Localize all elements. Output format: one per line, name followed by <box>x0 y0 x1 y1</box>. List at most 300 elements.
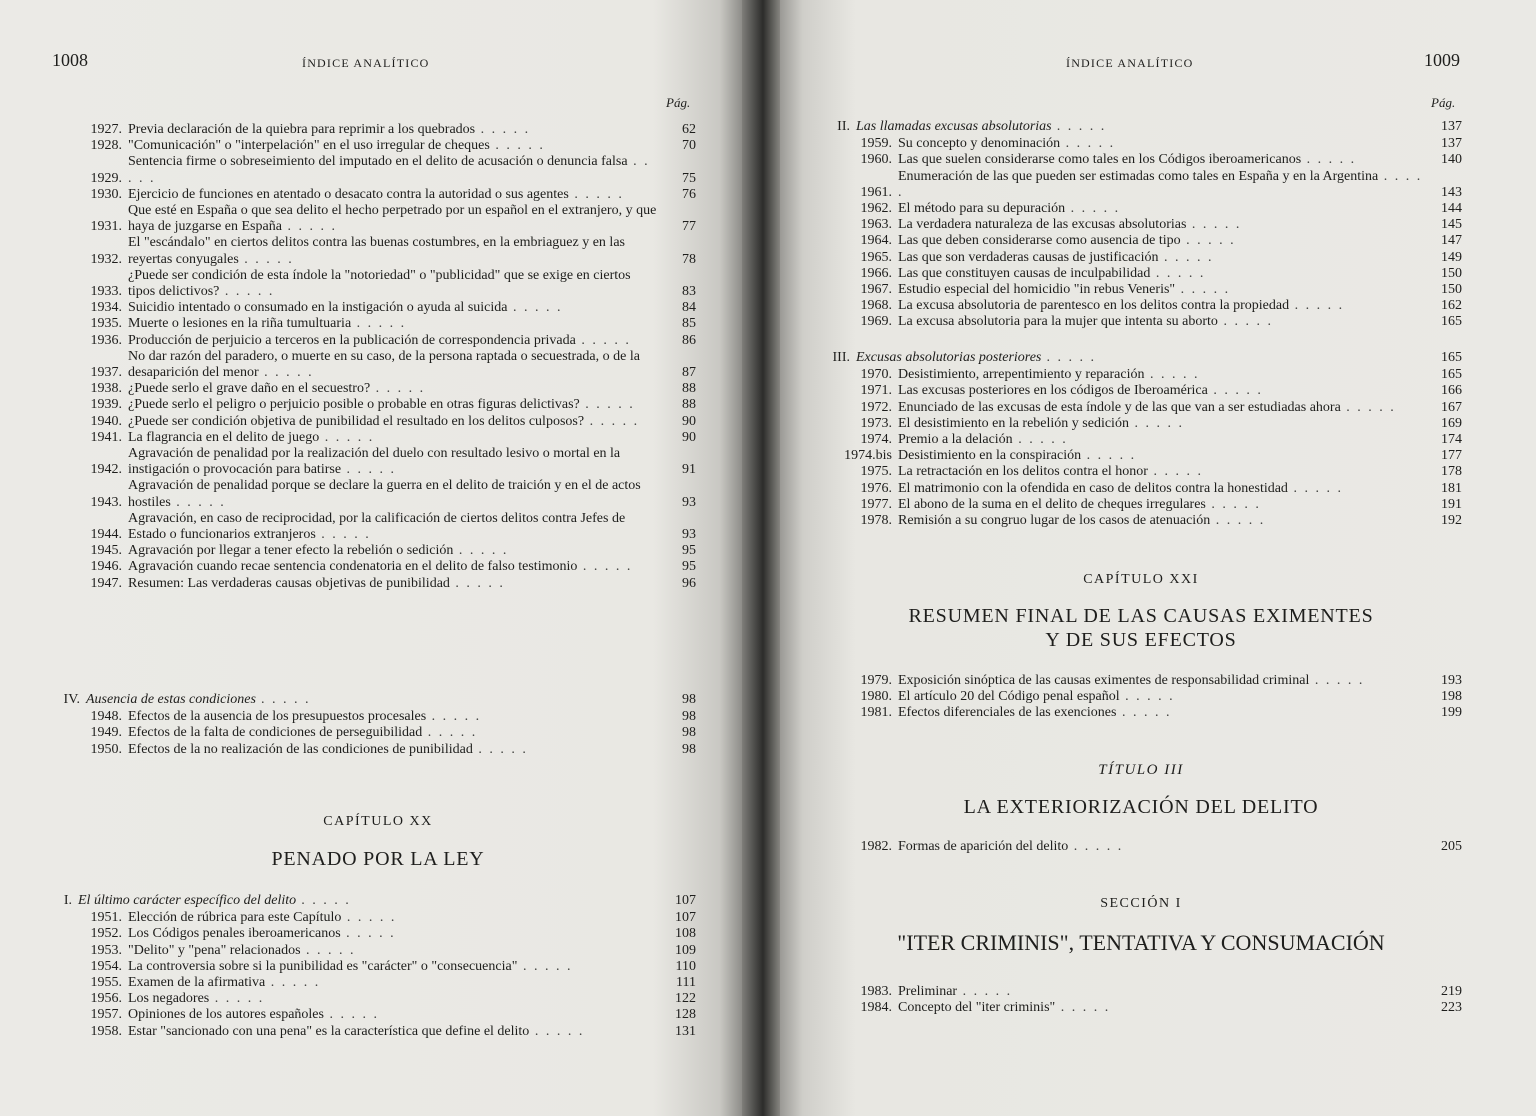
entry-page-number: 86 <box>682 332 696 348</box>
toc-entry <box>60 268 696 300</box>
entry-page-number: 93 <box>682 494 696 510</box>
leader-dots: . . . . . <box>568 186 624 202</box>
entry-text <box>128 300 660 316</box>
entry-text-value: ¿Puede serlo el peligro o perjuicio posible o probable en otras figuras delictivas? <box>128 397 580 413</box>
entry-page-number: 78 <box>682 251 696 267</box>
leader-dots: . . . . . <box>489 138 545 154</box>
leader-dots: . . . . . <box>1309 673 1365 688</box>
entry-page-number: 169 <box>1441 415 1462 431</box>
toc-entry <box>50 1007 696 1023</box>
entry-page-number: 162 <box>1441 298 1462 314</box>
entry-text <box>128 397 660 413</box>
section-title-text: Excusas absolutorias posteriores <box>856 350 1042 365</box>
toc-entry <box>820 984 1462 1000</box>
entry-page-number: 191 <box>1441 496 1462 512</box>
toc-entry <box>50 910 696 926</box>
entry-text <box>898 705 1426 721</box>
entry-text <box>898 136 1426 152</box>
entry-number: 1935. <box>90 316 122 332</box>
entry-number: 1944. <box>90 527 122 543</box>
entry-number: 1979. <box>860 673 892 688</box>
toc-entry <box>820 416 1462 432</box>
entry-page-number: 96 <box>682 575 696 591</box>
entry-text-value: Las excusas posteriores en los códigos de Iberoamérica <box>898 383 1208 399</box>
toc-section-ii <box>820 119 1462 331</box>
toc-entry <box>60 203 696 235</box>
entry-text <box>898 282 1426 298</box>
seccion-title: "ITER CRIMINIS", TENTATIVA Y CONSUMACIÓN <box>897 930 1385 955</box>
entry-text-value: La controversia sobre si la punibilidad es "carácter" o "consecuencia" <box>128 958 518 974</box>
entry-number: 1980. <box>860 689 892 705</box>
entry-number: 1959. <box>860 136 892 152</box>
entry-page-number: 177 <box>1441 448 1462 464</box>
entry-number: 1951. <box>90 910 122 926</box>
entry-text-value: ¿Puede ser condición objetiva de punibilidad el resultado en los delitos culposos? <box>128 413 585 429</box>
entry-text-value: El matrimonio con la ofendida en caso de delitos contra la honestidad <box>898 480 1288 496</box>
toc-chapter-xxi <box>820 673 1462 722</box>
section-number: III. <box>832 350 850 365</box>
entry-text <box>898 169 1426 201</box>
entry-number: 1946. <box>90 559 122 575</box>
toc-entry <box>50 943 696 959</box>
leader-dots: . . . . . <box>315 527 371 543</box>
entry-text-value: El abono de la suma en el delito de cheques irregulares <box>898 496 1206 512</box>
entry-number: 1930. <box>90 186 122 202</box>
entry-number: 1984. <box>860 1000 892 1016</box>
entry-text <box>128 709 660 725</box>
entry-text <box>128 446 660 478</box>
toc-entry <box>60 559 696 575</box>
entry-text-value: Sentencia firme o sobreseimiento del imputado en el delito de acusación o denuncia falsa <box>128 154 628 170</box>
entry-page-number: 111 <box>676 975 696 991</box>
entry-page-number: 205 <box>1441 839 1462 854</box>
section-title-text: Las llamadas excusas absolutorias <box>856 119 1052 134</box>
toc-entry <box>820 233 1462 249</box>
entry-text-value: Estar "sancionado con una pena" es la característica que define el delito <box>128 1023 530 1039</box>
leader-dots: . . . . . <box>128 154 650 186</box>
section-heading <box>50 893 696 909</box>
entry-page-number: 109 <box>675 942 696 958</box>
entry-text-value: El "escándalo" en ciertos delitos contra las buenas costumbres, en la embriaguez y en las reyertas conyugales <box>128 235 625 267</box>
entry-text <box>898 233 1426 249</box>
entry-text-value: Muerte o lesiones en la riña tumultuaria <box>128 316 352 332</box>
entry-text <box>128 742 660 758</box>
section-title-text: Ausencia de estas condiciones <box>86 692 256 707</box>
toc-entry <box>60 381 696 397</box>
entry-text <box>898 1000 1426 1016</box>
section-heading <box>820 350 1462 366</box>
section-title <box>856 350 1426 366</box>
entry-number: 1936. <box>90 332 122 348</box>
entry-number: 1927. <box>90 122 122 137</box>
titulo-title: LA EXTERIORIZACIÓN DEL DELITO <box>963 796 1319 818</box>
entry-number: 1938. <box>90 381 122 397</box>
toc-entry <box>60 333 696 349</box>
entry-text-value: Producción de perjuicio a terceros en la publicación de correspondencia privada <box>128 332 576 348</box>
entry-number: 1957. <box>90 1007 122 1023</box>
leader-dots: . . . . . <box>1041 350 1097 365</box>
leader-dots: . . . . . <box>475 122 531 137</box>
leader-dots: . . . . . <box>472 741 528 757</box>
entry-text-value: Desistimiento, arrepentimiento y reparación <box>898 367 1145 383</box>
entry-page-number: 84 <box>682 300 696 316</box>
toc-entry <box>50 742 696 758</box>
toc-block-left-top <box>60 122 696 592</box>
leader-dots: . . . . . <box>575 332 631 348</box>
section-title <box>78 893 660 909</box>
toc-entry <box>820 282 1462 298</box>
leader-dots: . . . . . <box>370 381 426 397</box>
leader-dots: . . . . . <box>341 462 397 478</box>
entry-number: 1941. <box>90 429 122 445</box>
entry-text-value: Exposición sinóptica de las causas eximentes de responsabilidad criminal <box>898 673 1310 688</box>
entry-number: 1947. <box>90 575 122 591</box>
entry-page-number: 223 <box>1441 1000 1462 1016</box>
entry-number: 1934. <box>90 300 122 316</box>
leader-dots: . . . . . <box>1065 201 1121 217</box>
entry-page-number: 181 <box>1441 480 1462 496</box>
entry-number: 1961. <box>860 184 892 200</box>
entry-text-value: Premio a la delación <box>898 432 1013 448</box>
entry-text <box>898 416 1426 432</box>
right-page <box>780 0 1536 1116</box>
leader-dots: . . . . . <box>1158 249 1214 265</box>
entry-number: 1968. <box>860 298 892 314</box>
entry-page-number: 128 <box>675 1007 696 1023</box>
leader-dots: . . . . . <box>323 1007 379 1023</box>
entry-page-number: 75 <box>682 170 696 186</box>
toc-entry <box>820 481 1462 497</box>
toc-entry <box>60 187 696 203</box>
entry-page-number: 85 <box>682 316 696 332</box>
entry-page-number: 88 <box>682 397 696 413</box>
chapter-title: PENADO POR LA LEY <box>271 848 485 870</box>
toc-entry <box>820 689 1462 705</box>
entry-text-value: El desistimiento en la rebelión y sedición <box>898 415 1129 431</box>
section-number: II. <box>837 119 850 134</box>
toc-entry <box>60 138 696 154</box>
entry-text <box>898 152 1426 168</box>
entry-text <box>128 975 660 991</box>
toc-entry <box>60 511 696 543</box>
entry-text <box>898 400 1426 416</box>
toc-entry <box>60 414 696 430</box>
leader-dots: . . . . . <box>898 168 1423 200</box>
entry-text <box>128 349 660 381</box>
toc-entry <box>820 152 1462 168</box>
leader-dots: . . . . . <box>1205 496 1261 512</box>
toc-entry <box>820 217 1462 233</box>
entry-text-value: Elección de rúbrica para este Capítulo <box>128 910 342 926</box>
entry-text-value: Su concepto y denominación <box>898 136 1061 152</box>
toc-entry <box>820 497 1462 513</box>
entry-text <box>128 559 660 575</box>
entry-number: 1973. <box>860 415 892 431</box>
entry-page-number: 199 <box>1441 705 1462 721</box>
entry-text-value: Efectos de la ausencia de los presupuestos procesales <box>128 709 427 725</box>
entry-number: 1937. <box>90 365 122 381</box>
left-page <box>0 0 742 1116</box>
entry-text-value: Previa declaración de la quiebra para reprimir a los quebrados <box>128 122 476 137</box>
toc-entry <box>50 1024 696 1040</box>
entry-page-number: 143 <box>1441 184 1462 200</box>
leader-dots: . . . . . <box>1180 233 1236 249</box>
entry-text <box>128 478 660 510</box>
entry-text <box>898 217 1426 233</box>
toc-entry <box>820 705 1462 721</box>
toc-entry <box>50 926 696 942</box>
entry-number: 1965. <box>860 249 892 265</box>
entry-page-number: 149 <box>1441 249 1462 265</box>
toc-entry <box>820 464 1462 480</box>
toc-entry <box>60 543 696 559</box>
titulo-label: TÍTULO III <box>1098 762 1184 778</box>
entry-text-value: Desistimiento en la conspiración <box>898 448 1082 464</box>
entry-text <box>898 367 1426 383</box>
entry-page-number: 150 <box>1441 265 1462 281</box>
toc-entry <box>60 446 696 478</box>
entry-page-number: 108 <box>675 926 696 942</box>
toc-entry <box>60 235 696 267</box>
entry-text <box>128 235 660 267</box>
running-head: ÍNDICE ANALÍTICO <box>302 56 430 70</box>
leader-dots: . . . . . <box>1210 513 1266 529</box>
entry-text <box>898 432 1426 448</box>
running-head: ÍNDICE ANALÍTICO <box>1066 56 1194 70</box>
entry-text-value: Las que son verdaderas causas de justificación <box>898 249 1159 265</box>
toc-entry <box>60 300 696 316</box>
entry-text-value: Remisión a su congruo lugar de los casos de atenuación <box>898 513 1211 529</box>
entry-text <box>128 543 660 559</box>
entry-text-value: Opiniones de los autores españoles <box>128 1007 324 1023</box>
leader-dots: . . . . . <box>1012 432 1068 448</box>
entry-page-number: 93 <box>682 527 696 543</box>
entry-text-value: Los negadores <box>128 991 210 1007</box>
leader-dots: . . . . . <box>426 709 482 725</box>
entry-text <box>898 984 1426 1000</box>
entry-page-number: 122 <box>675 991 696 1007</box>
toc-section-i <box>50 893 696 1040</box>
entry-text-value: El método para su depuración <box>898 201 1066 217</box>
toc-entry <box>60 576 696 592</box>
entry-number: 1962. <box>860 201 892 217</box>
entry-page-number: 110 <box>675 958 696 974</box>
entry-number: 1982. <box>860 839 892 854</box>
entry-number: 1964. <box>860 233 892 249</box>
entry-text <box>128 991 660 1007</box>
entry-page-number: 145 <box>1441 217 1462 233</box>
section-title-text: El último carácter específico del delito <box>78 893 297 908</box>
toc-entry <box>820 432 1462 448</box>
entry-text-value: La flagrancia en el delito de juego <box>128 429 320 445</box>
toc-entry <box>50 991 696 1007</box>
leader-dots: . . . . . <box>1217 314 1273 330</box>
entry-number: 1955. <box>90 975 122 991</box>
entry-text-value: Enunciado de las excusas de esta índole y de las que van a ser estudiadas ahora <box>898 399 1341 415</box>
entry-text-value: ¿Puede serlo el grave daño en el secuestro? <box>128 381 371 397</box>
entry-text-value: ¿Puede ser condición de esta índole la "notoriedad" o "publicidad" que se exige en ciertos tipos delictivos? <box>128 267 631 300</box>
entry-page-number: 88 <box>682 381 696 397</box>
entry-text-value: La retractación en los delitos contra el honor <box>898 464 1148 480</box>
entry-text <box>128 1024 660 1040</box>
entry-text-value: Concepto del "iter criminis" <box>898 1000 1056 1016</box>
toc-section-iv <box>50 692 696 758</box>
entry-number: 1974. <box>860 432 892 448</box>
entry-text <box>898 513 1426 529</box>
entry-page-number: 137 <box>1441 119 1462 134</box>
entry-page-number: 83 <box>682 284 696 300</box>
leader-dots: . . . . . <box>1175 282 1231 298</box>
entry-number: 1971. <box>860 383 892 399</box>
entry-number: 1950. <box>90 741 122 757</box>
toc-entry <box>820 136 1462 152</box>
entry-text-value: "Delito" y "pena" relacionados <box>128 942 301 958</box>
leader-dots: . . . . . <box>319 429 375 445</box>
leader-dots: . . . . . <box>1289 298 1345 314</box>
seccion-label: SECCIÓN I <box>1100 896 1182 911</box>
entry-number: 1931. <box>90 219 122 235</box>
entry-number: 1928. <box>90 138 122 154</box>
section-heading <box>50 692 696 708</box>
entry-page-number: 165 <box>1441 314 1462 330</box>
entry-page-number: 87 <box>682 365 696 381</box>
toc-entry <box>820 367 1462 383</box>
entry-text-value: Formas de aparición del delito <box>898 839 1069 854</box>
entry-text <box>898 464 1426 480</box>
toc-entry <box>820 314 1462 330</box>
entry-text <box>128 926 660 942</box>
entry-number: 1948. <box>90 709 122 725</box>
chapter-title-line-2: Y DE SUS EFECTOS <box>1045 629 1237 651</box>
entry-text <box>128 1007 660 1023</box>
entry-text <box>898 689 1426 705</box>
leader-dots: . . . . . <box>1128 415 1184 431</box>
leader-dots: . . . . . <box>1150 265 1206 281</box>
entry-text <box>128 511 660 543</box>
entry-text-value: Resumen: Las verdaderas causas objetivas de punibilidad <box>128 575 450 591</box>
entry-number: 1945. <box>90 543 122 559</box>
leader-dots: . . . . . <box>265 975 321 991</box>
entry-page-number: 178 <box>1441 464 1462 480</box>
leader-dots: . . . . . <box>1119 689 1175 705</box>
entry-number: 1933. <box>90 284 122 300</box>
toc-entry <box>820 673 1462 689</box>
entry-text-value: Preliminar <box>898 984 958 999</box>
leader-dots: . . . . . <box>1060 136 1116 152</box>
entry-page-number: 174 <box>1441 432 1462 448</box>
entry-page-number: 198 <box>1441 689 1462 705</box>
entry-page-number: 70 <box>682 138 696 154</box>
toc-entry <box>820 169 1462 201</box>
entry-page-number: 193 <box>1441 673 1462 688</box>
entry-number: 1939. <box>90 397 122 413</box>
entry-text <box>898 201 1426 217</box>
toc-entry <box>820 448 1462 464</box>
page-number: 1009 <box>1424 50 1460 70</box>
entry-text <box>898 298 1426 314</box>
entry-text <box>128 268 660 300</box>
entry-text-value: Agravación por llegar a tener efecto la rebelión o sedición <box>128 543 454 559</box>
entry-text-value: La excusa absolutoria de parentesco en los delitos contra la propiedad <box>898 298 1290 314</box>
leader-dots: . . . . . <box>422 725 478 741</box>
leader-dots: . . . . . <box>219 284 275 300</box>
toc-entry <box>60 122 696 138</box>
leader-dots: . . . . . <box>957 984 1013 999</box>
entry-page-number: 165 <box>1441 367 1462 383</box>
entry-text <box>128 203 660 235</box>
toc-entry <box>60 397 696 413</box>
leader-dots: . . . . . <box>1186 217 1242 233</box>
entry-page-number: 137 <box>1441 136 1462 152</box>
entry-number: 1960. <box>860 152 892 168</box>
entry-number: 1949. <box>90 725 122 741</box>
toc-seccion-i <box>820 984 1462 1016</box>
entry-text-value: Las que suelen considerarse como tales en los Códigos iberoamericanos <box>898 152 1302 168</box>
entry-page-number: 140 <box>1441 152 1462 168</box>
entry-page-number: 98 <box>682 741 696 757</box>
leader-dots: . . . . . <box>238 251 294 267</box>
entry-text-value: Las que deben considerarse como ausencia de tipo <box>898 233 1181 249</box>
leader-dots: . . . . . <box>1340 399 1396 415</box>
page-column-label: Pág. <box>666 95 691 110</box>
toc-entry <box>60 430 696 446</box>
entry-number: 1972. <box>860 399 892 415</box>
entry-number: 1942. <box>90 462 122 478</box>
entry-page-number: 131 <box>675 1023 696 1039</box>
entry-number: 1983. <box>860 984 892 999</box>
chapter-label: CAPÍTULO XX <box>323 814 433 829</box>
entry-text <box>898 497 1426 513</box>
leader-dots: . . . . . <box>449 575 505 591</box>
leader-dots: . . . . . <box>529 1023 585 1039</box>
entry-text <box>128 959 660 975</box>
entry-text-value: Ejercicio de funciones en atentado o desacato contra la autoridad o sus agentes <box>128 186 569 202</box>
page-number: 1008 <box>52 50 88 70</box>
book-gutter <box>742 0 780 1116</box>
entry-page-number: 107 <box>675 893 696 908</box>
entry-number: 1940. <box>90 413 122 429</box>
entry-number: 1970. <box>860 367 892 383</box>
entry-text <box>128 725 660 741</box>
leader-dots: . . . . . <box>1081 448 1137 464</box>
toc-entry <box>820 839 1462 855</box>
entry-page-number: 98 <box>682 692 696 707</box>
leader-dots: . . . . . <box>1116 705 1172 721</box>
entry-page-number: 98 <box>682 709 696 725</box>
entry-text <box>128 187 660 203</box>
toc-entry <box>50 725 696 741</box>
page-column-label: Pág. <box>1431 95 1456 110</box>
entry-number: 1978. <box>860 513 892 529</box>
entry-text-value: La excusa absolutoria para la mujer que intenta su aborto <box>898 314 1218 330</box>
entry-text-value: La verdadera naturaleza de las excusas absolutorias <box>898 217 1187 233</box>
toc-entry <box>60 349 696 381</box>
leader-dots: . . . . . <box>296 893 352 908</box>
entry-number: 1963. <box>860 217 892 233</box>
entry-text <box>128 576 660 592</box>
entry-text <box>128 910 660 926</box>
toc-entry <box>820 1000 1462 1016</box>
entry-number: 1956. <box>90 991 122 1007</box>
entry-text-value: Estudio especial del homicidio "in rebus Veneris" <box>898 282 1176 298</box>
entry-page-number: 107 <box>675 910 696 926</box>
entry-text-value: Efectos de la falta de condiciones de perseguibilidad <box>128 725 423 741</box>
leader-dots: . . . . . <box>579 397 635 413</box>
leader-dots: . . . . . <box>1301 152 1357 168</box>
entry-number: 1967. <box>860 282 892 298</box>
toc-entry <box>60 154 696 186</box>
entry-text <box>128 138 660 154</box>
